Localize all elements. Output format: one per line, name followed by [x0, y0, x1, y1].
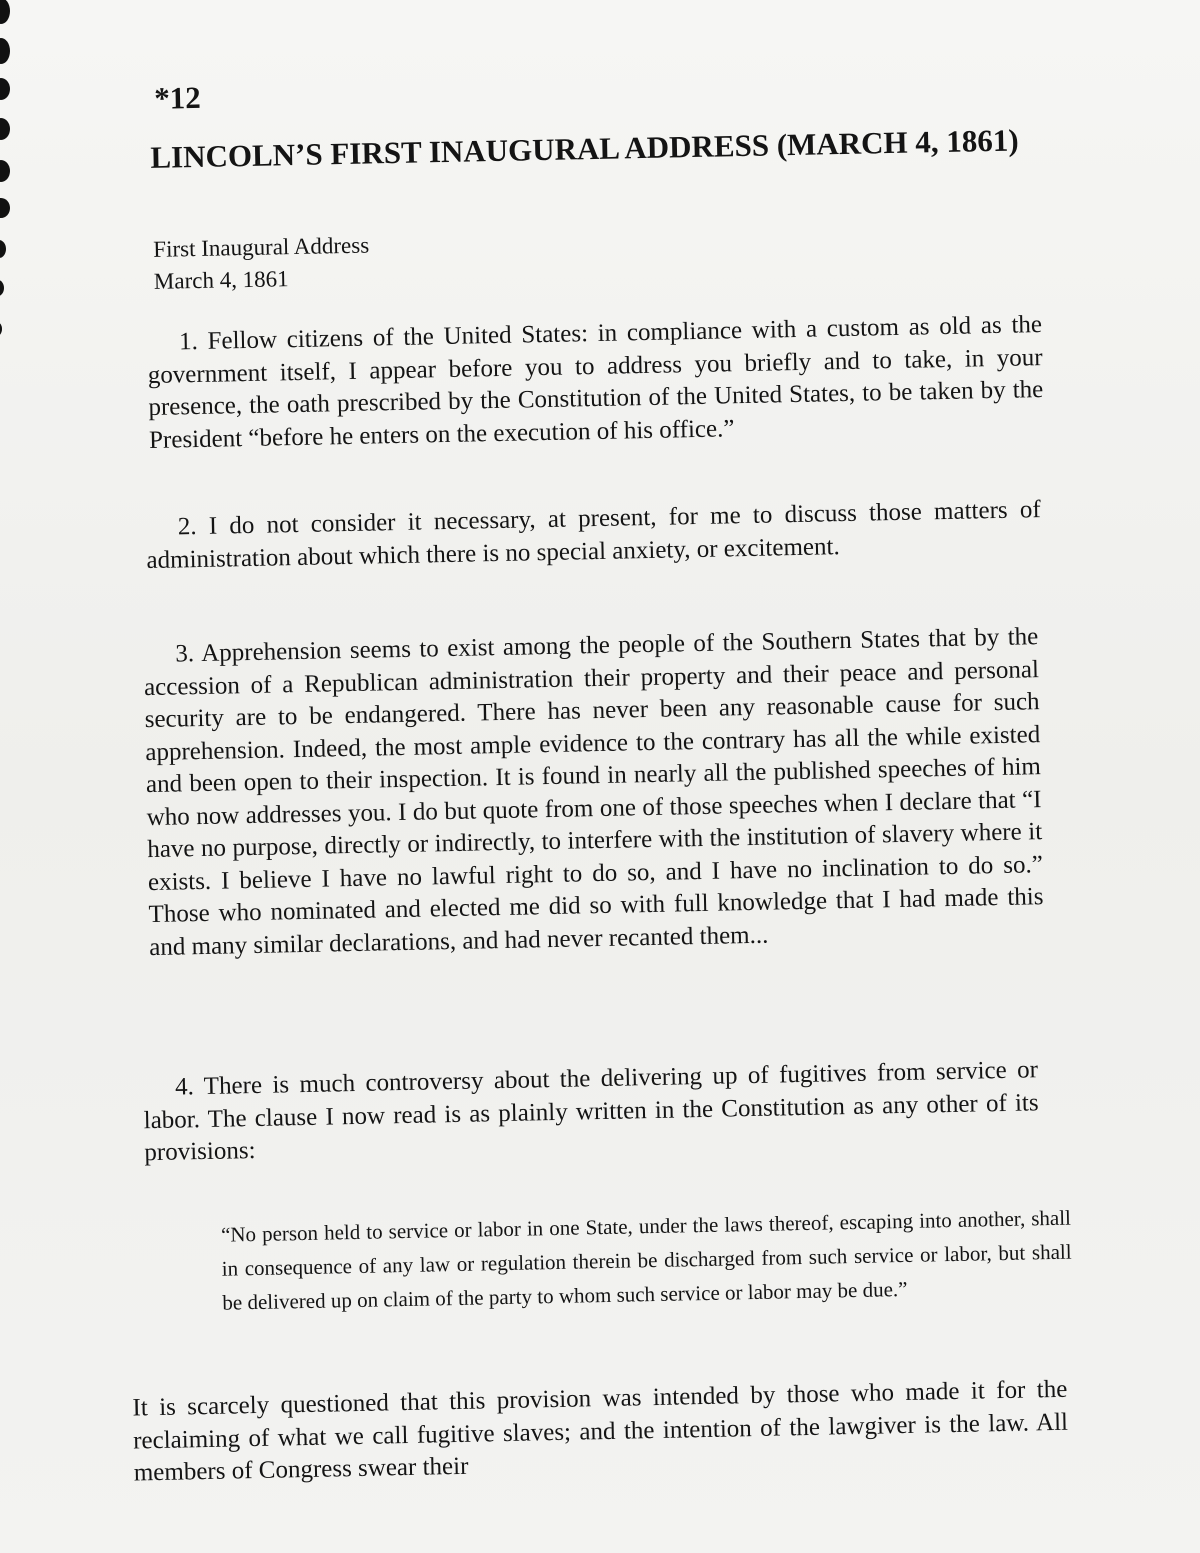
paragraph-4: 4. There is much controversy about the delivering up of fugitives from service or labor. The clause I now read is as plainly written in the Constitution as any other of its provisions:	[143, 1056, 1039, 1167]
punch-hole-icon	[0, 160, 10, 182]
document-subheading	[153, 230, 370, 298]
paragraph-2: 2. I do not consider it necessary, at present, for me to discuss those matters of administration about which there is no special anxiety, or excitement.	[146, 496, 1041, 574]
binding-holes	[0, 0, 24, 400]
punch-hole-icon	[0, 322, 2, 336]
continuation-paragraph: It is scarcely questioned that this provision was intended by those who made it for the reclaiming of what we call fugitive slaves; and the intention of the lawgiver is the law. All members of Congress swear their	[132, 1375, 1069, 1487]
block-quote: “No person held to service or labor in one State, under the laws thereof, escaping into another, shall in consequence of any law or regulation therein be discharged from such service or labor, but shall be delivered up on claim of the party to whom such service or labor may be due.”	[220, 1205, 1072, 1315]
punch-hole-icon	[0, 118, 10, 140]
punch-hole-icon	[0, 78, 10, 100]
page-number: *12	[153, 79, 202, 116]
punch-hole-icon	[0, 198, 10, 218]
punch-hole-icon	[0, 38, 10, 64]
document-date: March 4, 1861	[153, 266, 289, 294]
paragraph-1: 1. Fellow citizens of the United States: in compliance with a custom as old as the government itself, I appear before you to address you briefly and to take, in your presence, the oath prescribed by the Constitution of the United States, to be taken by the President “before he enters on the execution of his office.”	[147, 311, 1044, 454]
punch-hole-icon	[0, 240, 6, 258]
paragraph-3: 3. Apprehension seems to exist among the people of the Southern States that by the accession of a Republican administration their property and their peace and personal security are to be endangered. There has never been any reasonable cause for such apprehension. Indeed, the most ample evidence to the contrary has all the while existed and been open to their inspection. It is found in nearly all the published speeches of him who now addresses you. I do but quote from one of those speeches when I declare that “I have no purpose, directly or indirectly, to interfere with the institution of slavery where it exists. I believe I have no lawful right to do so, and I have no inclination to do so.” Those who nominated and elected me did so with full knowledge that I had made this and many similar declarations, and had never recanted them...	[143, 623, 1044, 961]
document-subtitle: First Inaugural Address	[153, 232, 370, 262]
punch-hole-icon	[0, 0, 10, 24]
page-title: LINCOLN’S FIRST INAUGURAL ADDRESS (MARCH 4, 1861)	[150, 122, 1019, 175]
punch-hole-icon	[0, 280, 4, 296]
